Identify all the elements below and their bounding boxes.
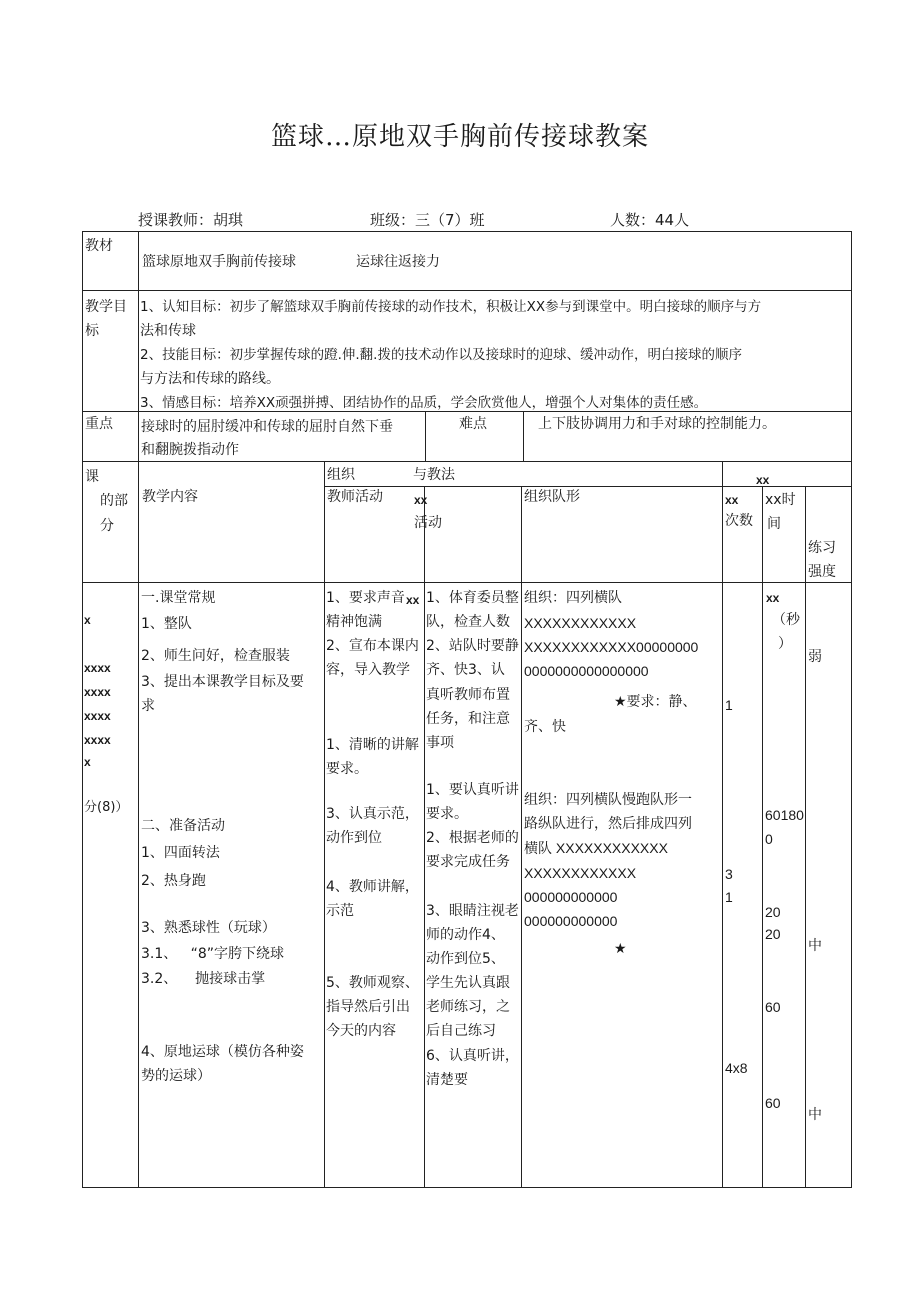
content-line: 3.2、 抛接球击掌 bbox=[141, 971, 266, 987]
count-value: 3 bbox=[725, 866, 733, 882]
formation-line: 齐、快 bbox=[524, 719, 566, 735]
teacher-line: 1、清晰的讲解 bbox=[326, 737, 419, 753]
part-xxxx: xxxx bbox=[84, 661, 111, 675]
content-line: 1、四面转法 bbox=[141, 845, 220, 861]
keypoint-content: 接球时的屈肘缓冲和传球的屈肘自然下垂 bbox=[141, 419, 393, 435]
count-value: 1 bbox=[725, 889, 733, 905]
time-value: 20 bbox=[765, 904, 781, 920]
student-line: 师的动作4、 bbox=[426, 927, 505, 943]
content-line: 势的运球） bbox=[141, 1068, 211, 1084]
keypoint-label: 重点 bbox=[85, 416, 113, 432]
formation-line: 000000000000 bbox=[524, 889, 618, 905]
formation-line: 000000000000 bbox=[524, 913, 618, 929]
teacher-line: 5、教师观察、 bbox=[326, 975, 419, 991]
time-unit: （秒 bbox=[772, 612, 800, 628]
jiaocai-content-2: 运球往返接力 bbox=[356, 254, 440, 270]
student-line: 要求完成任务 bbox=[426, 854, 510, 870]
header-count-xx: xx bbox=[725, 493, 739, 507]
goals-label-2: 标 bbox=[85, 323, 99, 339]
header-content: 教学内容 bbox=[142, 489, 198, 505]
count-value: 4x8 bbox=[725, 1060, 748, 1076]
header-ke: 课 bbox=[85, 469, 99, 485]
goal-line: 3、情感目标：培养XX顽强拼搏、团结协作的品质，学会欣赏他人，增强个人对集体的责任感。 bbox=[140, 395, 708, 411]
time-unit-paren: ） bbox=[778, 636, 792, 652]
formation-line: 横队 XXXXXXXXXXXX bbox=[524, 840, 668, 856]
student-line: 要求。 bbox=[426, 806, 468, 822]
class-info: 班级：三（7）班 bbox=[370, 211, 485, 229]
header-student-xx: xx bbox=[414, 493, 428, 507]
content-line: 3.1、 “8”字胯下绕球 bbox=[141, 946, 285, 962]
teacher-line: 指导然后引出 bbox=[326, 999, 410, 1015]
difficulty-label: 难点 bbox=[459, 416, 487, 432]
student-line: 清楚要 bbox=[426, 1072, 468, 1088]
student-line: 老师练习，之 bbox=[426, 999, 510, 1015]
time-value: 20 bbox=[765, 926, 781, 942]
teacher-line: 动作到位 bbox=[326, 830, 382, 846]
formation-requirement: ★要求：静、 bbox=[614, 694, 697, 710]
header-intensity-2: 强度 bbox=[808, 564, 836, 580]
formation-line: XXXXXXXXXXXX00000000 bbox=[524, 639, 699, 655]
star-icon: ★ bbox=[614, 941, 627, 957]
goal-line: 法和传球 bbox=[140, 323, 196, 339]
time-value: 60 bbox=[765, 1095, 781, 1111]
jiaocai-content: 篮球原地双手胸前传接球 bbox=[142, 254, 296, 270]
header-teacher-activity: 教师活动 bbox=[327, 489, 383, 505]
count-info: 人数：44人 bbox=[610, 211, 690, 229]
intensity-value: 中 bbox=[808, 938, 822, 954]
time-xx: xx bbox=[766, 591, 780, 605]
part-xxxx: xxxx bbox=[84, 733, 111, 747]
header-count: 次数 bbox=[725, 513, 753, 529]
header-student-activity: 活动 bbox=[414, 515, 442, 531]
jiaocai-label: 教材 bbox=[85, 238, 113, 254]
header-fen: 分 bbox=[100, 518, 114, 534]
content-line: 2、师生问好，检查服装 bbox=[141, 648, 290, 664]
student-line: 事项 bbox=[426, 735, 454, 751]
content-line: 4、原地运球（模仿各种姿 bbox=[141, 1044, 304, 1060]
goals-label: 教学目 bbox=[85, 299, 127, 315]
content-line: 二、准备活动 bbox=[141, 818, 225, 834]
content-line: 一.课堂常规 bbox=[141, 590, 216, 606]
teacher-line: 容，导入教学 bbox=[326, 662, 410, 678]
student-line: 1、体育委员整 bbox=[426, 590, 519, 606]
header-org: 组织 bbox=[327, 467, 355, 483]
part-x: x bbox=[84, 613, 91, 627]
header-xx: xx bbox=[756, 473, 770, 487]
count-value: 1 bbox=[725, 697, 733, 713]
teacher-info: 授课教师：胡琪 bbox=[138, 211, 244, 229]
header-time: xx时 bbox=[765, 492, 796, 508]
content-line: 求 bbox=[141, 698, 155, 714]
teacher-line: 1、要求声音 bbox=[326, 590, 405, 606]
part-x: x bbox=[84, 755, 91, 769]
teacher-line: 精神饱满 bbox=[326, 614, 382, 630]
student-line: 2、根据老师的 bbox=[426, 830, 519, 846]
content-line: 2、热身跑 bbox=[141, 873, 206, 889]
intensity-value: 弱 bbox=[808, 649, 822, 665]
teacher-line: 2、宣布本课内 bbox=[326, 638, 419, 654]
formation-line: XXXXXXXXXXXX bbox=[524, 615, 637, 631]
student-line: 1、要认真听讲 bbox=[426, 782, 519, 798]
intensity-value: 中 bbox=[808, 1107, 822, 1123]
teacher-line: 今天的内容 bbox=[326, 1023, 396, 1039]
time-value: 0 bbox=[765, 831, 773, 847]
teacher-line: 4、教师讲解， bbox=[326, 879, 419, 895]
difficulty-content: 上下肢协调用力和手对球的控制能力。 bbox=[538, 416, 776, 432]
time-value: 60180 bbox=[765, 807, 804, 823]
teacher-xx: xx bbox=[406, 593, 420, 607]
content-line: 3、熟悉球性（玩球） bbox=[141, 920, 276, 936]
formation-line: 0000000000000000 bbox=[524, 663, 649, 679]
formation-line: 路纵队进行，然后排成四列 bbox=[524, 816, 692, 832]
teacher-line: 要求。 bbox=[326, 761, 368, 777]
student-line: 队，检查人数 bbox=[426, 614, 510, 630]
student-line: 动作到位5、 bbox=[426, 951, 505, 967]
header-intensity: 练习 bbox=[808, 540, 836, 556]
teacher-line: 示范 bbox=[326, 903, 354, 919]
formation-line: 组织：四列横队 bbox=[524, 590, 622, 606]
time-value: 60 bbox=[765, 999, 781, 1015]
student-line: 学生先认真跟 bbox=[426, 975, 510, 991]
part-xxxx: xxxx bbox=[84, 709, 111, 723]
part-minutes: 分(8)） bbox=[84, 800, 129, 815]
student-line: 6、认真听讲， bbox=[426, 1048, 519, 1064]
header-time-2: 间 bbox=[767, 516, 781, 532]
goal-line: 1、认知目标：初步了解篮球双手胸前传接球的动作技术，积极让XX参与到课堂中。明白接球的顺序与方 bbox=[140, 299, 762, 315]
student-line: 任务，和注意 bbox=[426, 711, 510, 727]
formation-line: XXXXXXXXXXXX bbox=[524, 865, 637, 881]
goal-line: 2、技能目标：初步掌握传球的蹬.伸.翻.拨的技术动作以及接球时的迎球、缓冲动作，明白接球的顺序 bbox=[140, 347, 742, 363]
goal-line: 与方法和传球的路线。 bbox=[140, 371, 280, 387]
content-line: 3、提出本课教学目标及要 bbox=[141, 674, 304, 690]
student-line: 真听教师布置 bbox=[426, 687, 510, 703]
header-debu: 的部 bbox=[100, 493, 128, 509]
header-formation: 组织队形 bbox=[524, 489, 580, 505]
student-line: 2、站队时要静 bbox=[426, 638, 519, 654]
teacher-line: 3、认真示范， bbox=[326, 806, 419, 822]
part-xxxx: xxxx bbox=[84, 685, 111, 699]
student-line: 后自己练习 bbox=[426, 1023, 496, 1039]
formation-line: 组织：四列横队慢跑队形一 bbox=[524, 792, 692, 808]
header-org-method: 与教法 bbox=[413, 467, 455, 483]
student-line: 3、眼睛注视老 bbox=[426, 903, 519, 919]
keypoint-content-2: 和翻腕拨指动作 bbox=[141, 442, 239, 458]
student-line: 齐、快3、认 bbox=[426, 662, 505, 678]
content-line: 1、整队 bbox=[141, 616, 192, 632]
page-title: 篮球…原地双手胸前传接球教案 bbox=[270, 122, 649, 152]
